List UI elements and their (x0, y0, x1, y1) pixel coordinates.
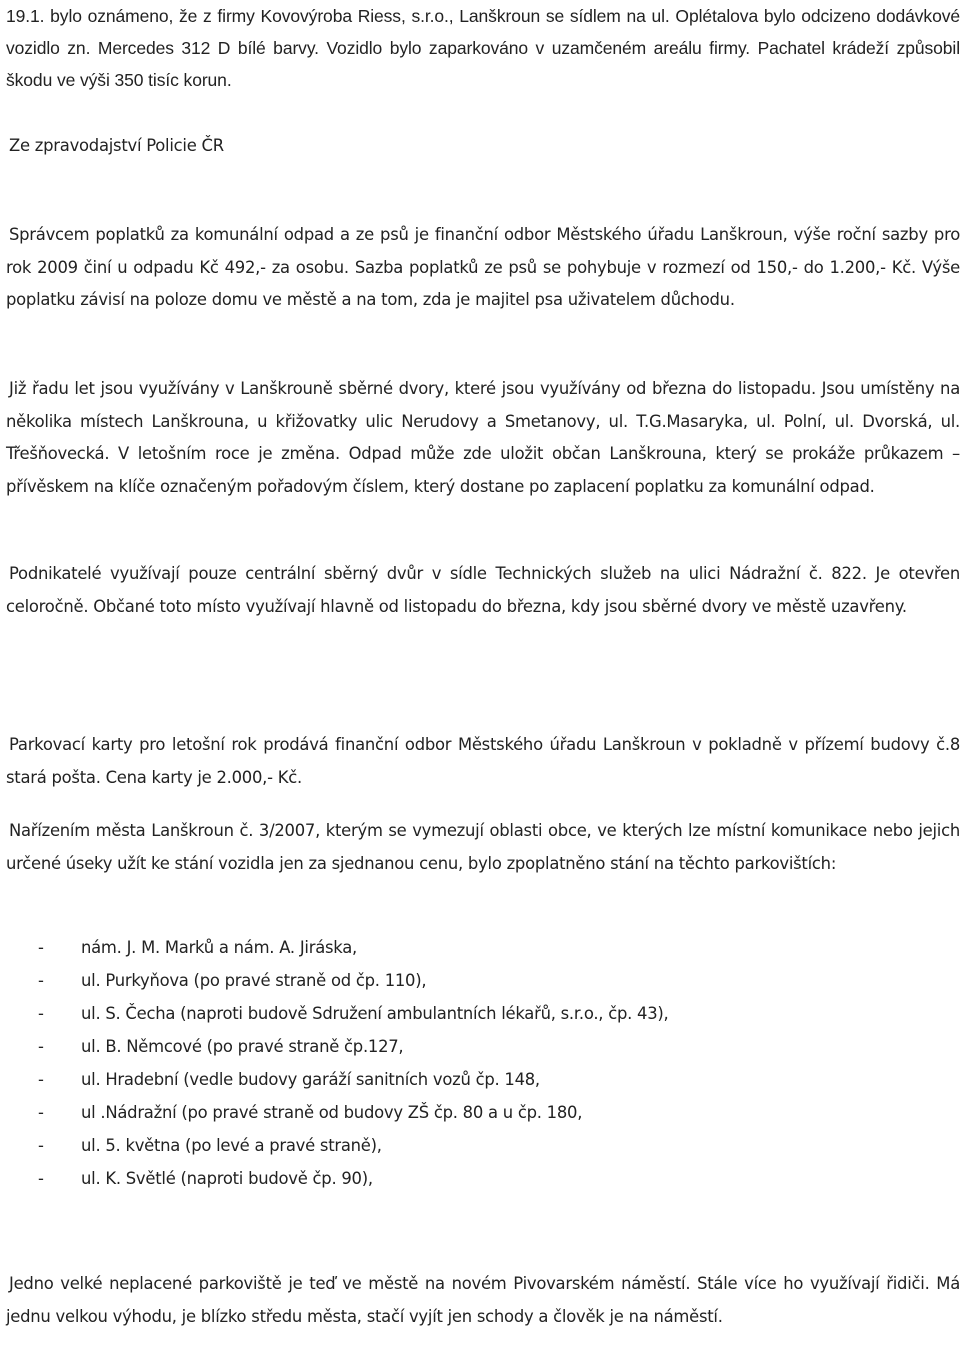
list-dash: - (38, 971, 44, 990)
list-dash: - (38, 1004, 44, 1023)
collection-yards-paragraph: Již řadu let jsou využívány v Lanškrouně sběrné dvory, které jsou využívány od března do listopadu. Jsou umístěny na několika místech Lanškrouna, u křižovatky ulic Nerudovy a Smetanovy, ul. T.G.Masaryka, ul. Polní, ul. Dvorská, ul. Třešňovecká. V letošním roce je změna. Odpad může zde uložit občan Lanškrouna, který se prokáže průkazem – přívěskem na klíče označeným pořadovým číslem, který dostane po zaplacení poplatku za komunální odpad. (6, 379, 960, 496)
police-report-paragraph: 19.1. bylo oznámeno, že z firmy Kovovýroba Riess, s.r.o., Lanškroun se sídlem na ul. Oplétalova bylo odcizeno dodávkové vozidlo zn. Mercedes 312 D bílé barvy. Vozidlo bylo zaparkováno v uzamčeném areálu firmy. Pachatel krádeží způsobil škodu ve výši 350 tisíc korun. (6, 6, 960, 90)
list-dash: - (38, 1037, 44, 1056)
new-parking-paragraph: Jedno velké neplacené parkoviště je teď ve městě na novém Pivovarském náměstí. Stále více ho využívají řidiči. Má jednu velkou výhodu, je blízko středu města, stačí vyjít jen schody a člověk je na náměstí. (6, 1274, 960, 1326)
central-yard-paragraph: Podnikatelé využívají pouze centrální sběrný dvůr v sídle Technických služeb na ulici Nádražní č. 822. Je otevřen celoročně. Občané toto místo využívají hlavně od listopadu do března, kdy jsou sběrné dvory ve městě uzavřeny. (6, 564, 960, 616)
parking-regulation-paragraph: Nařízením města Lanškroun č. 3/2007, kterým se vymezují oblasti obce, ve kterých lze místní komunikace nebo jejich určené úseky užít ke stání vozidla jen za sjednanou cenu, bylo zpoplatněno stání na těchto parkovištích: (6, 821, 960, 873)
list-dash: - (38, 1136, 44, 1155)
source-line: Ze zpravodajství Policie ČR (9, 136, 224, 156)
document-page: 19.1. bylo oznámeno, že z firmy Kovovýroba Riess, s.r.o., Lanškroun se sídlem na ul. Oplétalova bylo odcizeno dodávkové vozidlo zn. Mercedes 312 D bílé barvy. Vozidlo bylo zaparkováno v uzamčeném areálu firmy. Pachatel krádeží způsobil škodu ve výši 350 tisíc korun. Ze zpravodajství Policie ČR Správcem poplatků za komunální odpad a ze psů je finanční odbor Městského úřadu Lanškroun, výše roční sazby pro rok 2009 činí u odpadu Kč 492,- za osobu. Sazba poplatků ze psů se pohybuje v rozmezí od 150,- do 1.200,- Kč. Výše poplatku závisí na poloze domu ve městě a na tom, zda je majitel psa uživatelem důchodu. Již řadu let jsou využívány v Lanškrouně sběrné dvory, které jsou využívány od března do listopadu. Jsou umístěny na několika místech Lanškrouna, u křižovatky ulic Nerudovy a Smetanovy, ul. T.G.Masaryka, ul. Polní, ul. Dvorská, ul. Třešňovecká. V letošním roce je změna. Odpad může zde uložit občan Lanškrouna, který se prokáže průkazem – přívěskem na klíče označeným pořadovým číslem, který dostane po zaplacení poplatku za komunální odpad. Podnikatelé využívají pouze centrální sběrný dvůr v sídle Technických služeb na ulici Nádražní č. 822. Je otevřen celoročně. Občané toto místo využívají hlavně od listopadu do března, kdy jsou sběrné dvory ve městě uzavřeny. Parkovací karty pro letošní rok prodává finanční odbor Městského úřadu Lanškroun v pokladně v přízemí budovy č.8 stará pošta. Cena karty je 2.000,- Kč. Nařízením města Lanškroun č. 3/2007, kterým se vymezují oblasti obce, ve kterých lze místní komunikace nebo jejich určené úseky užít ke stání vozidla jen za sjednanou cenu, bylo zpoplatněno stání na těchto parkovištích: - nám. J. M. Marků a nám. A. Jiráska, - ul. Purkyňova (po pravé straně od čp. 110), - ul. S. Čecha (naproti budově Sdružení ambulantních lékařů, s.r.o., čp. 43), - ul. B. Němcové (po pravé straně čp.127, - ul. Hradební (vedle budovy garáží sanitních vozů čp. 148, - ul .Nádražní (po pravé straně od budovy ZŠ čp. 80 a u čp. 180, - ul. 5. května (po levé a pravé straně), - ul. K. Světlé (naproti budově čp. 90), Jedno velké neplacené parkoviště je teď ve městě na novém Pivovarském náměstí. Stále více ho využívají řidiči. Má jednu velkou výhodu, je blízko středu města, stačí vyjít jen schody a člověk je na náměstí. (0, 0, 960, 1361)
list-dash: - (38, 938, 44, 957)
list-dash: - (38, 1070, 44, 1089)
parking-cards-paragraph: Parkovací karty pro letošní rok prodává finanční odbor Městského úřadu Lanškroun v pokladně v přízemí budovy č.8 stará pošta. Cena karty je 2.000,- Kč. (6, 735, 960, 787)
waste-fee-paragraph: Správcem poplatků za komunální odpad a ze psů je finanční odbor Městského úřadu Lanškroun, výše roční sazby pro rok 2009 činí u odpadu Kč 492,- za osobu. Sazba poplatků ze psů se pohybuje v rozmezí od 150,- do 1.200,- Kč. Výše poplatku závisí na poloze domu ve městě a na tom, zda je majitel psa uživatelem důchodu. (6, 225, 960, 309)
list-dash: - (38, 1103, 44, 1122)
list-dash: - (38, 1169, 44, 1188)
